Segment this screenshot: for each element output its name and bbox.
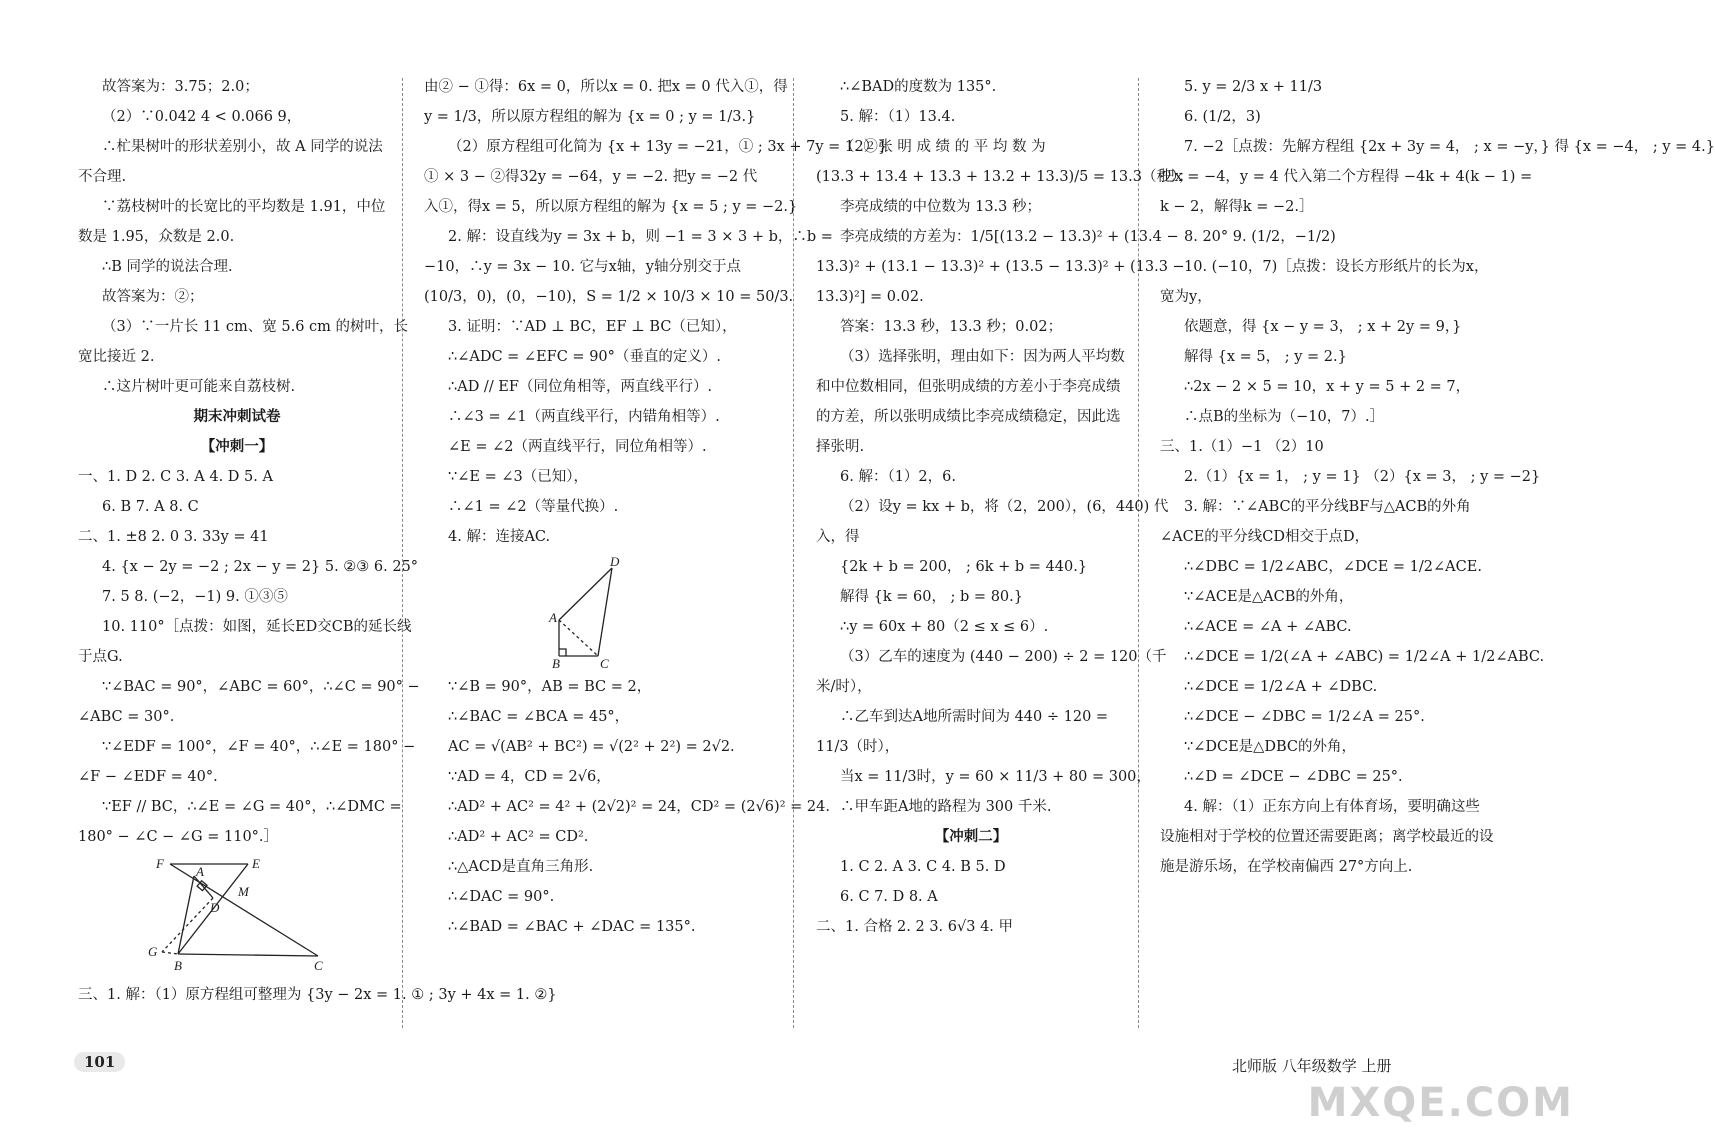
text-line: 入①，得x = 5，所以原方程组的解为 {x = 5 ; y = −2.} xyxy=(424,199,798,215)
column-divider-2 xyxy=(793,78,794,1028)
text-line: (13.3 + 13.4 + 13.3 + 13.2 + 13.3)/5 = 13.3（秒）； xyxy=(816,169,1193,185)
answer-line: ∠ABC = 30°. xyxy=(78,709,175,725)
fig-label-C: C xyxy=(600,656,609,671)
text-line: ∴杧果树叶的形状差别小，故 A 同学的说法 xyxy=(102,139,383,155)
text-line: ∴∠DCE = 1/2∠A + ∠DBC. xyxy=(1184,679,1378,695)
text-line: ∴乙车到达A地所需时间为 440 ÷ 120 = xyxy=(840,709,1109,725)
text-line: ∴∠BAD = ∠BAC + ∠DAC = 135°. xyxy=(448,919,696,935)
text-line: ∴y = 60x + 80（2 ≤ x ≤ 6）. xyxy=(840,619,1049,635)
text-line: ∴B 同学的说法合理. xyxy=(102,259,233,275)
text-line: ∴∠1 = ∠2（等量代换）. xyxy=(448,499,619,515)
fig-label-E: E xyxy=(252,856,260,871)
answer-line: 二、1. ±8 2. 0 3. 33y = 41 xyxy=(78,529,269,545)
text-line: 6. 解：（1）2，6. xyxy=(840,469,956,485)
text-line: ① × 3 − ②得32y = −64，y = −2. 把y = −2 代 xyxy=(424,169,758,185)
text-line: ∵荔枝树叶的长宽比的平均数是 1.91，中位 xyxy=(102,199,386,215)
text-line: 当x = 11/3时，y = 60 × 11/3 + 80 = 300， xyxy=(840,769,1151,785)
fig-label-D: D xyxy=(210,900,220,915)
text-line: 10. (−10，7)［点拨：设长方形纸片的长为x， xyxy=(1184,259,1489,275)
text-line: 3. 解：∵∠ABC的平分线BF与△ACB的外角 xyxy=(1184,499,1471,515)
fig-label-C: C xyxy=(314,958,323,973)
fig-label-G: G xyxy=(148,944,158,959)
text-line: y = 1/3，所以原方程组的解为 {x = 0 ; y = 1/3.} xyxy=(424,109,756,125)
text-line: ∵∠DCE是△DBC的外角， xyxy=(1184,739,1356,755)
text-line: ∴甲车距A地的路程为 300 千米. xyxy=(840,799,1052,815)
text-line: （2）原方程组可化简为 {x + 13y = −21，① ; 3x + 7y = 1. ②} xyxy=(448,139,888,155)
geometry-figure-2 xyxy=(424,554,724,671)
answer-line: ∵∠BAC = 90°，∠ABC = 60°，∴∠C = 90° − xyxy=(102,679,420,695)
text-line: ∴∠ACE = ∠A + ∠ABC. xyxy=(1184,619,1352,635)
fig-label-A: A xyxy=(196,864,204,879)
text-line: k − 2，解得k = −2.］ xyxy=(1160,199,1314,215)
text-line: ∠ACE的平分线CD相交于点D， xyxy=(1160,529,1370,545)
column-4 xyxy=(1160,72,1715,882)
text-line: ∴∠DCE = 1/2(∠A + ∠ABC) = 1/2∠A + 1/2∠ABC. xyxy=(1184,649,1545,665)
text-line: 宽比接近 2. xyxy=(78,349,155,365)
text-line: ∴AD² + AC² = CD². xyxy=(448,829,589,845)
text-line: （3）选择张明，理由如下：因为两人平均数 xyxy=(840,349,1125,365)
text-line: 故答案为：3.75；2.0； xyxy=(102,79,259,95)
text-line: （3）∵一片长 11 cm、宽 5.6 cm 的树叶，长 xyxy=(102,319,409,335)
text-line: 7. −2［点拨：先解方程组 {2x + 3y = 4， ; x = −y，} 得 {x = −4， ; y = 4.} xyxy=(1184,139,1715,155)
text-line: ∵∠ACE是△ACB的外角， xyxy=(1184,589,1354,605)
text-line: 三、1.（1）−1 （2）10 xyxy=(1160,439,1324,455)
footer-edition: 北师版 八年级数学 上册 xyxy=(1232,1057,1392,1075)
text-line: 解得 {k = 60， ; b = 80.} xyxy=(840,589,1023,605)
text-line: 故答案为：②； xyxy=(102,289,204,305)
section-title: 期末冲刺试卷 xyxy=(193,408,281,425)
text-line: 宽为y， xyxy=(1160,289,1212,305)
text-line: （2）张 明 成 绩 的 平 均 数 为 xyxy=(840,139,1046,155)
text-line: ∴∠DAC = 90°. xyxy=(448,889,555,905)
text-line: （3）乙车的速度为 (440 − 200) ÷ 2 = 120（千 xyxy=(840,649,1167,665)
text-line: ∴∠ADC = ∠EFC = 90°（垂直的定义）. xyxy=(448,349,722,365)
column-divider-3 xyxy=(1138,78,1139,1028)
text-line: ∴∠BAC = ∠BCA = 45°， xyxy=(448,709,630,725)
text-line: ∠E = ∠2（两直线平行，同位角相等）. xyxy=(448,439,707,455)
answer-line: 二、1. 合格 2. 2 3. 6√3 4. 甲 xyxy=(816,919,1014,935)
text-line: 4. 解：连接AC. xyxy=(448,529,551,545)
text-line: 设施相对于学校的位置还需要距离；离学校最近的设 xyxy=(1160,829,1494,845)
text-line: 13.3)²] = 0.02. xyxy=(816,289,924,305)
text-line: 4. 解：（1）正东方向上有体育场，要明确这些 xyxy=(1184,799,1480,815)
text-line: 11/3（时）， xyxy=(816,739,900,755)
text-line: 米/时）， xyxy=(816,679,872,695)
fig-label-D: D xyxy=(610,554,620,569)
answer-line: 一、1. D 2. C 3. A 4. D 5. A xyxy=(78,469,273,485)
answer-line: ∵∠EDF = 100°，∠F = 40°，∴∠E = 180° − xyxy=(102,739,416,755)
text-line: 13.3)² + (13.1 − 13.3)² + (13.5 − 13.3)² + (13.3 − xyxy=(816,259,1185,275)
fig-label-B: B xyxy=(174,958,182,973)
geometry-figure-1 xyxy=(78,856,378,976)
section-subtitle: 【冲刺二】 xyxy=(934,828,1008,845)
page-number: 101 xyxy=(74,1052,125,1072)
text-line: 不合理. xyxy=(78,169,127,185)
text-line: 数是 1.95，众数是 2.0. xyxy=(78,229,235,245)
answer-line: 10. 110°［点拨：如图，延长ED交CB的延长线 xyxy=(102,619,412,635)
answer-line: 6. B 7. A 8. C xyxy=(102,499,199,515)
text-line: （2）设y = kx + b，将（2，200），(6，440) 代 xyxy=(840,499,1169,515)
text-line: 择张明. xyxy=(816,439,865,455)
text-line: 2. 解：设直线为y = 3x + b，则 −1 = 3 × 3 + b，∴b = xyxy=(448,229,833,245)
fig-label-F: F xyxy=(156,856,164,871)
text-line: ∴AD² + AC² = 4² + (2√2)² = 24，CD² = (2√6)² = 24. xyxy=(448,799,830,815)
answer-line: ∠F − ∠EDF = 40°. xyxy=(78,769,218,785)
answer-line: 7. 5 8. (−2，−1) 9. ①③⑤ xyxy=(102,589,288,605)
text-line: ∵∠E = ∠3（已知）， xyxy=(448,469,588,485)
text-line: 把x = −4，y = 4 代入第二个方程得 −4k + 4(k − 1) = xyxy=(1160,169,1533,185)
text-line: 答案：13.3 秒，13.3 秒；0.02； xyxy=(840,319,1063,335)
text-line: ∴这片树叶更可能来自荔枝树. xyxy=(102,379,296,395)
answer-line: 于点G. xyxy=(78,649,123,665)
text-line: ∴∠3 = ∠1（两直线平行，内错角相等）. xyxy=(448,409,720,425)
text-line: （2）∵0.042 4 < 0.066 9， xyxy=(102,109,302,125)
fig-label-A: A xyxy=(549,610,557,625)
text-line: 5. 解：（1）13.4. xyxy=(840,109,956,125)
text-line: {2k + b = 200， ; 6k + b = 440.} xyxy=(840,559,1088,575)
text-line: ∴△ACD是直角三角形. xyxy=(448,859,594,875)
text-line: 李亮成绩的中位数为 13.3 秒； xyxy=(840,199,1042,215)
text-line: ∵∠B = 90°，AB = BC = 2， xyxy=(448,679,652,695)
answer-line: 180° − ∠C − ∠G = 110°.］ xyxy=(78,829,279,845)
text-line: ∴∠D = ∠DCE − ∠DBC = 25°. xyxy=(1184,769,1403,785)
answer-line: 6. C 7. D 8. A xyxy=(840,889,938,905)
text-line: 8. 20° 9. (1/2，−1/2) xyxy=(1184,229,1336,245)
text-line: 5. y = 2/3 x + 11/3 xyxy=(1184,79,1323,95)
text-line: ∴∠BAD的度数为 135°. xyxy=(840,79,997,95)
text-line: 入，得 xyxy=(816,529,860,545)
text-line: −10，∴y = 3x − 10. 它与x轴，y轴分别交于点 xyxy=(424,259,741,275)
text-line: 施是游乐场，在学校南偏西 27°方向上. xyxy=(1160,859,1413,875)
text-line: 由② − ①得：6x = 0，所以x = 0. 把x = 0 代入①，得 xyxy=(424,79,788,95)
text-line: ∴∠DCE − ∠DBC = 1/2∠A = 25°. xyxy=(1184,709,1425,725)
text-line: 3. 证明：∵AD ⊥ BC，EF ⊥ BC（已知）， xyxy=(448,319,737,335)
text-line: ∴∠DBC = 1/2∠ABC，∠DCE = 1/2∠ACE. xyxy=(1184,559,1482,575)
watermark-logo: MXQE.COM xyxy=(1307,1080,1574,1126)
fig-label-B: B xyxy=(552,656,560,671)
text-line: 解得 {x = 5， ; y = 2.} xyxy=(1184,349,1347,365)
text-line: (10/3，0)，(0，−10)，S = 1/2 × 10/3 × 10 = 50/3. xyxy=(424,289,794,305)
answer-line: 1. C 2. A 3. C 4. B 5. D xyxy=(840,859,1006,875)
answer-line: ∵EF // BC，∴∠E = ∠G = 40°，∴∠DMC = xyxy=(102,799,402,815)
fig-label-M: M xyxy=(238,884,249,899)
text-line: 李亮成绩的方差为：1/5[(13.2 − 13.3)² + (13.4 − xyxy=(840,229,1179,245)
section-subtitle: 【冲刺一】 xyxy=(200,438,274,455)
text-line: ∴AD // EF（同位角相等，两直线平行）. xyxy=(448,379,713,395)
answer-line: 4. {x − 2y = −2 ; 2x − y = 2} 5. ②③ 6. 25° xyxy=(102,559,419,575)
text-line: 的方差，所以张明成绩比李亮成绩稳定，因此选 xyxy=(816,409,1121,425)
text-line: 依题意，得 {x − y = 3， ; x + 2y = 9，} xyxy=(1184,319,1462,335)
text-line: ∵AD = 4，CD = 2√6， xyxy=(448,769,611,785)
answer-line: 三、1. 解：（1）原方程组可整理为 {3y − 2x = 1. ① ; 3y + 4x = 1. ②} xyxy=(78,987,557,1003)
text-line: ∴点B的坐标为（−10，7）.］ xyxy=(1184,409,1385,425)
text-line: 2.（1）{x = 1， ; y = 1} （2）{x = 3， ; y = −2} xyxy=(1184,469,1541,485)
text-line: AC = √(AB² + BC²) = √(2² + 2²) = 2√2. xyxy=(448,739,735,755)
text-line: ∴2x − 2 × 5 = 10，x + y = 5 + 2 = 7， xyxy=(1184,379,1471,395)
text-line: 和中位数相同，但张明成绩的方差小于李亮成绩 xyxy=(816,379,1121,395)
text-line: 6. (1/2，3) xyxy=(1184,109,1261,125)
